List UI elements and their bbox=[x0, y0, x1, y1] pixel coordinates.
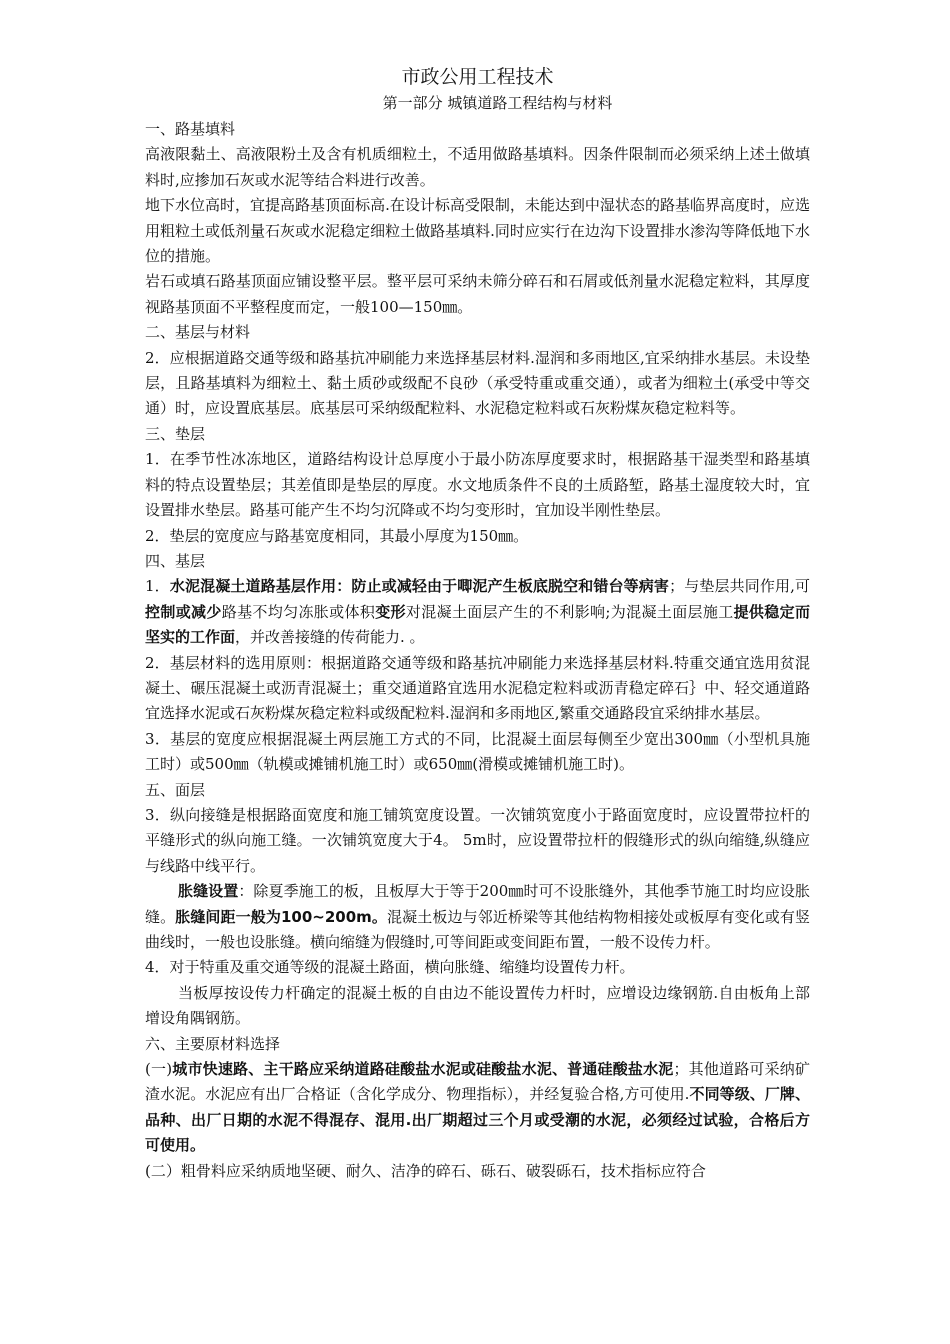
paragraph: 3．基层的宽度应根据混凝土两层施工方式的不同，比混凝土面层每侧至少宽出300㎜（小型机具施工时）或500㎜（轨模或摊铺机施工时）或650㎜(滑模或摊铺机施工时)。 bbox=[145, 729, 810, 774]
paragraph: 2．基层材料的选用原则：根据道路交通等级和路基抗冲刷能力来选择基层材料.特重交通宜选用贫混凝土、碾压混凝土或沥青混凝土；重交通道路宜选用水泥稳定粒料或沥青稳定碎石｝中、轻交通道路宜选择水泥或石灰粉煤灰稳定粒料或级配粒料.湿润和多雨地区,繁重交通路段宜采纳排水基层。 bbox=[145, 653, 810, 723]
section-heading-base-course: 四、基层 bbox=[145, 551, 206, 570]
page-subtitle: 第一部分 城镇道路工程结构与材料 bbox=[382, 94, 613, 112]
paragraph: 1．在季节性冰冻地区，道路结构设计总厚度小于最小防冻厚度要求时，根据路基干湿类型和路基填料的特点设置垫层；其差值即是垫层的厚度。水文地质条件不良的土质路堑，路基土湿度较大时，宜设置排水垫层。路基可能产生不均匀沉降或不均匀变形时，宜加设半刚性垫层。 bbox=[145, 450, 810, 520]
paragraph: 3．纵向接缝是根据路面宽度和施工铺筑宽度设置。一次铺筑宽度小于路面宽度时，应设置带拉杆的平缝形式的纵向施工缝。一次铺筑宽度大于4。 5m时，应设置带拉杆的假缝形式的纵向缩缝,纵缝应与线路中线平行。 bbox=[145, 805, 810, 875]
page-title: 市政公用工程技术 bbox=[401, 66, 554, 88]
paragraph: 当板厚按设传力杆确定的混凝土板的自由边不能设置传力杆时，应增设边缘钢筋.自由板角上部增设角隅钢筋。 bbox=[145, 983, 810, 1028]
paragraph: 高液限黏土、高液限粉土及含有机质细粒土，不适用做路基填料。因条件限制而必须采纳上述土做填料时,应掺加石灰或水泥等结合料进行改善。 bbox=[145, 145, 810, 189]
section-heading-raw-materials: 六、主要原材料选择 bbox=[145, 1034, 281, 1053]
paragraph-base-function: 1．水泥混凝土道路基层作用：防止或减轻由于唧泥产生板底脱空和错台等病害；与垫层共同作用,可控制或减少路基不均匀冻胀或体积变形对混凝土面层产生的不利影响;为混凝土面层施工提供稳定而坚实的工作面，并改善接缝的传荷能力. 。 bbox=[145, 577, 810, 647]
section-heading-cushion: 三、垫层 bbox=[145, 424, 206, 443]
section-heading-subgrade-fill: 一、路基填料 bbox=[145, 120, 236, 138]
paragraph: 2．垫层的宽度应与路基宽度相同，其最小厚度为150㎜。 bbox=[145, 526, 529, 545]
section-heading-surface: 五、面层 bbox=[145, 780, 206, 799]
paragraph: 岩石或填石路基顶面应铺设整平层。整平层可采纳未筛分碎石和石屑或低剂量水泥稳定粒料，其厚度视路基顶面不平整程度而定，一般100—150㎜。 bbox=[145, 272, 810, 316]
paragraph-cement: (一)城市快速路、主干路应采纳道路硅酸盐水泥或硅酸盐水泥、普通硅酸盐水泥；其他道路可采纳矿渣水泥。水泥应有出厂合格证（含化学成分、物理指标），并经复验合格,方可使用.不同等级、厂牌、品种、出厂日期的水泥不得混存、混用.出厂期超过三个月或受潮的水泥，必须经过试验，合格后方可使用。 bbox=[145, 1060, 810, 1155]
paragraph: 2．应根据道路交通等级和路基抗冲刷能力来选择基层材料.湿润和多雨地区,宜采纳排水基层。未设垫层，且路基填料为细粒土、黏土质砂或级配不良砂（承受特重或重交通），或者为细粒土(承受中等交通）时，应设置底基层。底基层可采纳级配粒料、水泥稳定粒料或石灰粉煤灰稳定粒料等。 bbox=[145, 348, 810, 418]
paragraph-expansion-joint: 胀缝设置：除夏季施工的板，且板厚大于等于200㎜时可不设胀缝外，其他季节施工时均应设胀缝。胀缝间距一般为100~200m。混凝土板边与邻近桥梁等其他结构物相接处或板厚有变化或有竖曲线时，一般也设胀缝。横向缩缝为假缝时,可等间距或变间距布置，一般不设传力杆。 bbox=[145, 882, 810, 951]
paragraph: 4．对于特重及重交通等级的混凝土路面，横向胀缝、缩缝均设置传力杆。 bbox=[145, 958, 635, 977]
paragraph: (二）粗骨料应采纳质地坚硬、耐久、洁净的碎石、砾石、破裂砾石，技术指标应符合 bbox=[145, 1161, 706, 1180]
section-heading-base-materials: 二、基层与材料 bbox=[145, 323, 251, 342]
paragraph: 地下水位高时，宜提高路基顶面标高.在设计标高受限制，未能达到中湿状态的路基临界高度时，应选用粗粒土或低剂量石灰或水泥稳定细粒土做路基填料.同时应实行在边沟下设置排水渗沟等降低地下水位的措施。 bbox=[145, 196, 810, 266]
